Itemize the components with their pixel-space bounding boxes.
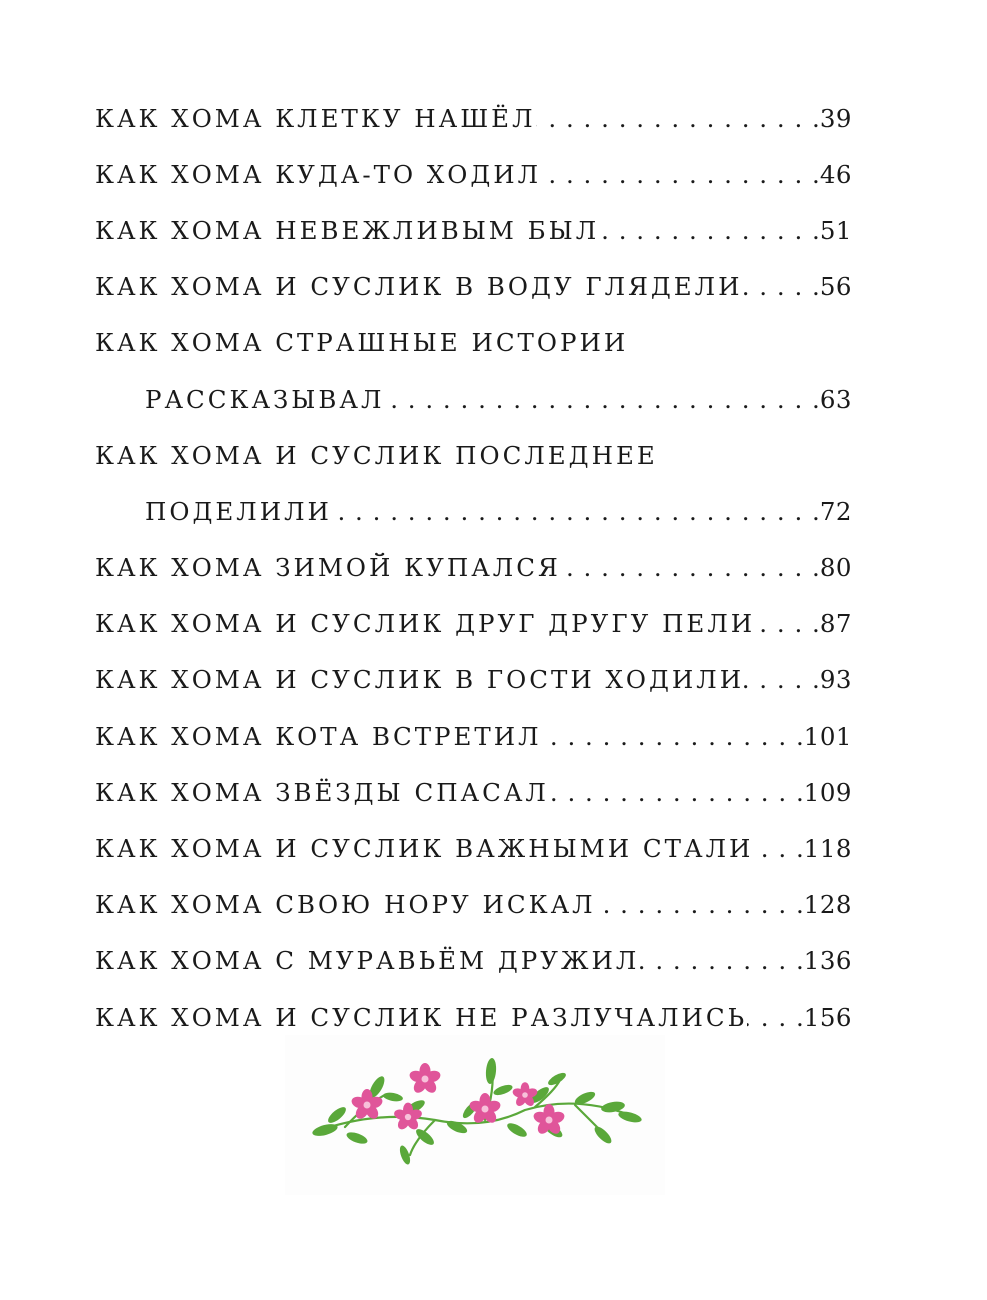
toc-entry-9[interactable] xyxy=(95,652,852,708)
toc-page-number: 63 xyxy=(819,384,852,414)
toc-entry-5-title-line[interactable] xyxy=(95,315,852,371)
toc-dot-leader xyxy=(639,946,803,975)
toc-dot-leader xyxy=(744,665,820,694)
flower-center xyxy=(422,1076,429,1083)
toc-entry-14[interactable] xyxy=(95,933,852,989)
toc-dot-leader xyxy=(541,160,820,189)
toc-entry-10[interactable] xyxy=(95,708,852,764)
toc-entry-title: КАК ХОМА И СУСЛИК В ВОДУ ГЛЯДЕЛИ xyxy=(95,272,743,302)
toc-page-number: 80 xyxy=(819,553,852,583)
toc-page-number: 128 xyxy=(803,890,852,920)
toc-entry-6[interactable] xyxy=(95,483,852,539)
toc-entry-title-continuation: РАССКАЗЫВАЛ xyxy=(145,384,385,414)
toc-dot-leader xyxy=(536,104,820,133)
toc-page-number: 56 xyxy=(819,272,852,302)
toc-dot-leader xyxy=(743,272,820,301)
toc-entry-title: КАК ХОМА С МУРАВЬЁМ ДРУЖИЛ xyxy=(95,946,640,976)
toc-entry-title-continuation: ПОДЕЛИЛИ xyxy=(145,496,332,526)
toc-entry-title: КАК ХОМА И СУСЛИК ДРУГ ДРУГУ ПЕЛИ xyxy=(95,609,756,639)
toc-dot-leader xyxy=(747,1003,804,1032)
toc-entry-title: КАК ХОМА КОТА ВСТРЕТИЛ xyxy=(95,721,542,751)
toc-entry-title: КАК ХОМА НЕВЕЖЛИВЫМ БЫЛ xyxy=(95,215,600,245)
toc-entry-6-title-line[interactable] xyxy=(95,427,852,483)
toc-dot-leader xyxy=(332,497,820,526)
table-of-contents xyxy=(95,90,852,1045)
toc-entry-1[interactable] xyxy=(95,90,852,146)
toc-entry-title: КАК ХОМА И СУСЛИК В ГОСТИ ХОДИЛИ xyxy=(95,665,745,695)
toc-entry-7[interactable] xyxy=(95,540,852,596)
toc-entry-3[interactable] xyxy=(95,202,852,258)
toc-entry-5[interactable] xyxy=(95,371,852,427)
toc-dot-leader xyxy=(753,834,803,863)
toc-entry-2[interactable] xyxy=(95,146,852,202)
toc-dot-leader xyxy=(561,553,820,582)
toc-entry-11[interactable] xyxy=(95,764,852,820)
flower-center xyxy=(364,1102,371,1109)
toc-dot-leader xyxy=(542,722,804,751)
toc-entry-title: КАК ХОМА И СУСЛИК ПОСЛЕДНЕЕ xyxy=(95,440,658,470)
flower-center xyxy=(482,1106,489,1113)
toc-dot-leader xyxy=(596,890,804,919)
toc-page-number: 109 xyxy=(803,777,852,807)
toc-entry-title: КАК ХОМА КУДА-ТО ХОДИЛ xyxy=(95,159,542,189)
toc-page-number: 156 xyxy=(803,1002,852,1032)
toc-dot-leader xyxy=(549,778,804,807)
toc-page-number: 51 xyxy=(819,215,852,245)
toc-page-number: 46 xyxy=(819,159,852,189)
toc-entry-title: КАК ХОМА ЗВЁЗДЫ СПАСАЛ xyxy=(95,777,549,807)
flower-center xyxy=(546,1117,553,1124)
toc-entry-title: КАК ХОМА СТРАШНЫЕ ИСТОРИИ xyxy=(95,328,629,358)
toc-entry-title: КАК ХОМА И СУСЛИК ВАЖНЫМИ СТАЛИ xyxy=(95,834,754,864)
toc-page-number: 118 xyxy=(803,834,852,864)
toc-page-number: 72 xyxy=(819,496,852,526)
flower-center xyxy=(522,1092,528,1098)
toc-entry-12[interactable] xyxy=(95,820,852,876)
toc-entry-title: КАК ХОМА ЗИМОЙ КУПАЛСЯ xyxy=(95,553,561,583)
toc-page-number: 87 xyxy=(819,609,852,639)
toc-entry-8[interactable] xyxy=(95,596,852,652)
toc-entry-title: КАК ХОМА И СУСЛИК НЕ РАЗЛУЧАЛИСЬ xyxy=(95,1002,748,1032)
flower-center xyxy=(405,1114,411,1120)
toc-page-number: 39 xyxy=(819,103,852,133)
toc-dot-leader xyxy=(755,609,820,638)
floral-garland-icon xyxy=(285,1035,665,1195)
toc-entry-title: КАК ХОМА СВОЮ НОРУ ИСКАЛ xyxy=(95,890,596,920)
toc-page-number: 93 xyxy=(819,665,852,695)
toc-entry-title: КАК ХОМА КЛЕТКУ НАШЁЛ xyxy=(95,103,536,133)
toc-entry-4[interactable] xyxy=(95,259,852,315)
flower-5 xyxy=(511,1082,538,1108)
toc-dot-leader xyxy=(384,385,819,414)
toc-entry-13[interactable] xyxy=(95,877,852,933)
toc-page-number: 101 xyxy=(803,721,852,751)
toc-dot-leader xyxy=(599,216,820,245)
toc-page-number: 136 xyxy=(803,946,852,976)
floral-garland-ornament xyxy=(285,1035,665,1195)
flower-2 xyxy=(408,1063,442,1095)
